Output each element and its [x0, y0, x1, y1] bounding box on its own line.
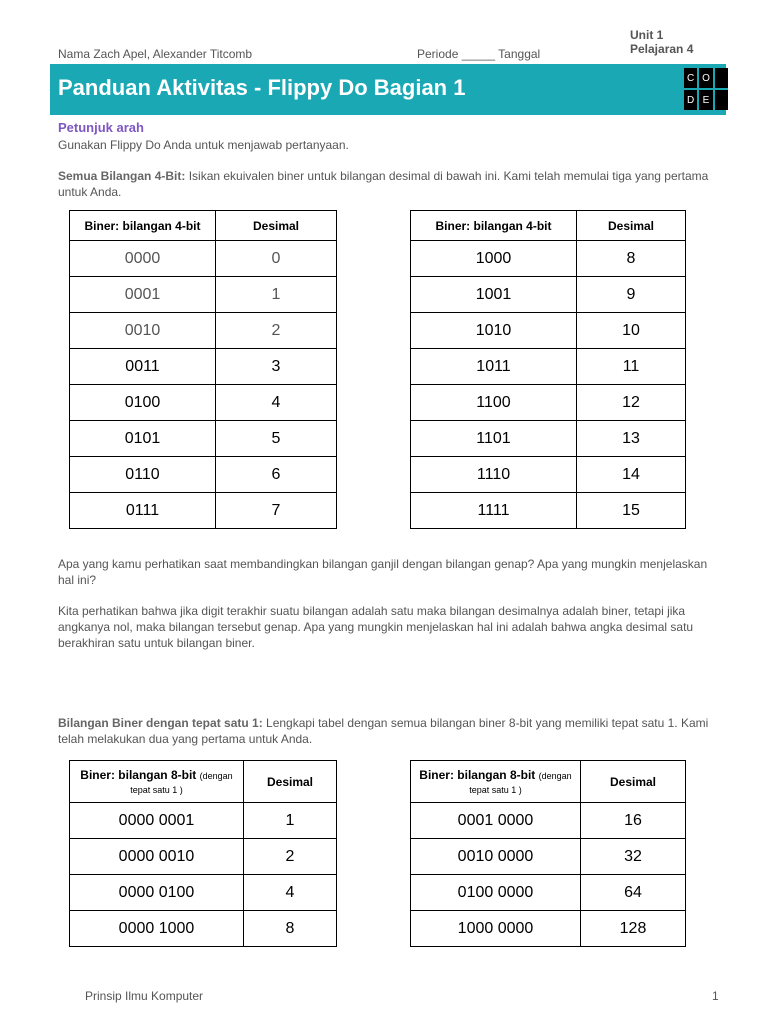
title-banner: [50, 64, 726, 115]
section-4bit-text: Isikan ekuivalen biner untuk bilangan desimal di bawah ini. Kami telah memulai tiga yang pertama untuk Anda.: [58, 169, 709, 199]
decimal-cell: 13: [577, 421, 686, 457]
decimal-cell: 5: [216, 421, 337, 457]
col-binary-note: (dengan tepat satu 1 ): [130, 770, 233, 795]
table-row: [411, 493, 686, 529]
code-logo-icon: [684, 68, 728, 110]
page-number: 1: [712, 989, 719, 1003]
binary-cell: 0111: [70, 493, 216, 529]
table-row: [411, 241, 686, 277]
binary-cell: 0100: [70, 385, 216, 421]
decimal-cell: 8: [244, 911, 337, 947]
table-8bit-left: [69, 760, 337, 947]
decimal-cell: 0: [216, 241, 337, 277]
col-binary-header: [70, 761, 244, 803]
binary-cell: 0000 1000: [70, 911, 244, 947]
binary-cell: 0000 0001: [70, 803, 244, 839]
binary-cell: 0000: [70, 241, 216, 277]
decimal-cell: 14: [577, 457, 686, 493]
section-8bit-instructions: [58, 715, 728, 747]
table-row: [70, 385, 337, 421]
periode-date-line: Periode _____ Tanggal: [417, 47, 541, 61]
binary-cell: 1101: [411, 421, 577, 457]
section-8bit-label: Bilangan Biner dengan tepat satu 1:: [58, 716, 263, 730]
decimal-cell: 12: [577, 385, 686, 421]
col-binary-header: Biner: bilangan 4-bit: [70, 211, 216, 241]
table-row: [70, 241, 337, 277]
col-binary-note: (dengan tepat satu 1 ): [469, 770, 572, 795]
logo-letter: E: [699, 90, 712, 110]
decimal-cell: 8: [577, 241, 686, 277]
table-row: [70, 911, 337, 947]
binary-cell: 0001 0000: [411, 803, 581, 839]
footer-course: Prinsip Ilmu Komputer: [85, 989, 204, 1003]
decimal-cell: 6: [216, 457, 337, 493]
decimal-cell: 10: [577, 313, 686, 349]
decimal-cell: 3: [216, 349, 337, 385]
binary-cell: 1110: [411, 457, 577, 493]
table-row: [70, 421, 337, 457]
section-4bit-instructions: [58, 168, 718, 200]
decimal-cell: 4: [216, 385, 337, 421]
table-row: [70, 457, 337, 493]
decimal-cell: 1: [244, 803, 337, 839]
decimal-cell: 11: [577, 349, 686, 385]
table-row: [411, 839, 686, 875]
col-binary-header: Biner: bilangan 4-bit: [411, 211, 577, 241]
section-4bit-label: Semua Bilangan 4-Bit:: [58, 169, 186, 183]
logo-letter: [715, 68, 728, 88]
table-row: [411, 313, 686, 349]
logo-letter: O: [699, 68, 712, 88]
table-row: [411, 277, 686, 313]
table-row: [70, 839, 337, 875]
binary-cell: 0010 0000: [411, 839, 581, 875]
table-row: [411, 911, 686, 947]
col-decimal-header: Desimal: [581, 761, 686, 803]
table-header-row: [70, 761, 337, 803]
logo-letter: [715, 90, 728, 110]
logo-letter: C: [684, 68, 697, 88]
decimal-cell: 1: [216, 277, 337, 313]
table-row: [411, 421, 686, 457]
binary-cell: 1000 0000: [411, 911, 581, 947]
decimal-cell: 128: [581, 911, 686, 947]
lesson-label: Pelajaran 4: [630, 42, 694, 56]
binary-cell: 0000 0010: [70, 839, 244, 875]
table-row: [411, 875, 686, 911]
unit-lesson-label: [630, 28, 693, 56]
section-8bit-text: Lengkapi tabel dengan semua bilangan biner 8-bit yang memiliki tepat satu 1. Kami telah melakukan dua yang pertama untuk Anda.: [58, 716, 709, 746]
table-header-row: [411, 211, 686, 241]
decimal-cell: 2: [244, 839, 337, 875]
table-row: [70, 277, 337, 313]
binary-cell: 0100 0000: [411, 875, 581, 911]
col-binary-title: Biner: bilangan 8-bit: [80, 767, 197, 782]
table-8bit-right: [410, 760, 686, 947]
decimal-cell: 64: [581, 875, 686, 911]
logo-letter: D: [684, 90, 697, 110]
binary-cell: 1011: [411, 349, 577, 385]
table-header-row: [411, 761, 686, 803]
decimal-cell: 32: [581, 839, 686, 875]
decimal-cell: 7: [216, 493, 337, 529]
table-row: [411, 385, 686, 421]
binary-cell: 0001: [70, 277, 216, 313]
binary-cell: 1000: [411, 241, 577, 277]
binary-cell: 1111: [411, 493, 577, 529]
table-header-row: [70, 211, 337, 241]
binary-cell: 0110: [70, 457, 216, 493]
binary-cell: 1010: [411, 313, 577, 349]
table-row: [70, 349, 337, 385]
directions-text: Gunakan Flippy Do Anda untuk menjawab pertanyaan.: [58, 138, 349, 152]
page-title: Panduan Aktivitas - Flippy Do Bagian 1: [58, 75, 466, 100]
col-decimal-header: Desimal: [216, 211, 337, 241]
decimal-cell: 4: [244, 875, 337, 911]
table-row: [411, 803, 686, 839]
binary-cell: 0000 0100: [70, 875, 244, 911]
student-name-line: Nama Zach Apel, Alexander Titcomb: [58, 47, 253, 61]
decimal-cell: 9: [577, 277, 686, 313]
binary-cell: 0011: [70, 349, 216, 385]
directions-title: Petunjuk arah: [58, 120, 144, 135]
col-binary-title: Biner: bilangan 8-bit: [419, 767, 536, 782]
col-binary-header: [411, 761, 581, 803]
table-4bit-right: [410, 210, 686, 529]
decimal-cell: 16: [581, 803, 686, 839]
table-row: [411, 457, 686, 493]
table-4bit-left: [69, 210, 337, 529]
question-prompt: Apa yang kamu perhatikan saat membandingkan bilangan ganjil dengan bilangan genap? Apa yang mungkin menjelaskan hal ini?: [58, 557, 708, 587]
binary-cell: 1100: [411, 385, 577, 421]
table-row: [70, 803, 337, 839]
col-decimal-header: Desimal: [244, 761, 337, 803]
table-row: [411, 349, 686, 385]
decimal-cell: 15: [577, 493, 686, 529]
binary-cell: 0010: [70, 313, 216, 349]
binary-cell: 0101: [70, 421, 216, 457]
table-row: [70, 313, 337, 349]
table-row: [70, 493, 337, 529]
unit-label: Unit 1: [630, 28, 664, 42]
col-decimal-header: Desimal: [577, 211, 686, 241]
question-answer: Kita perhatikan bahwa jika digit terakhir suatu bilangan adalah satu maka bilangan desimalnya adalah biner, tetapi jika angkanya nol, maka bilangan tersebut genap. Apa yang mungkin menjelaskan hal ini adalah bahwa angka desimal satu berakhiran satu untuk bilangan biner.: [58, 604, 694, 650]
binary-cell: 1001: [411, 277, 577, 313]
decimal-cell: 2: [216, 313, 337, 349]
table-row: [70, 875, 337, 911]
